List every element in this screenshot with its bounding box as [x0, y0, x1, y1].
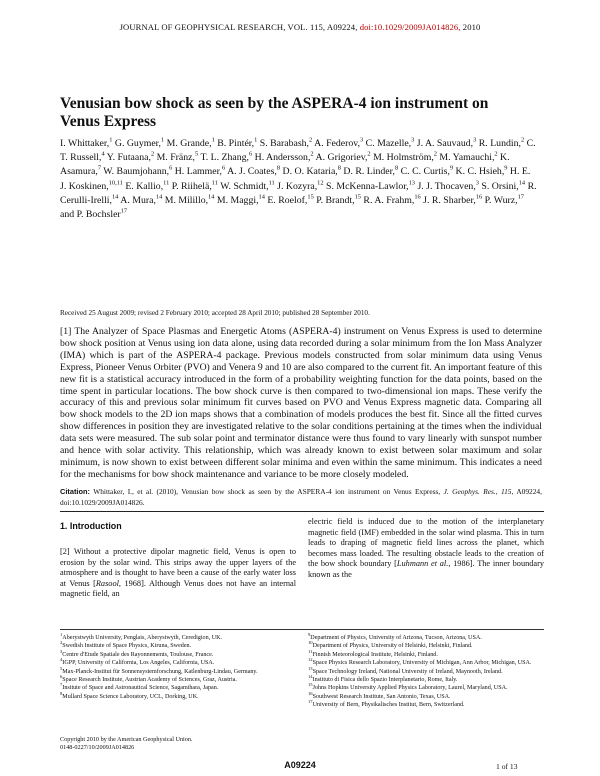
affiliation-ref: 2	[494, 150, 498, 158]
page-number: 1 of 13	[496, 762, 518, 771]
affiliation-ref: 17	[517, 193, 524, 201]
affiliation-footnote	[60, 676, 296, 684]
author-name: C. C. Curtis,	[398, 166, 450, 178]
affiliation-footnote	[308, 659, 544, 667]
article-id: A09224	[284, 760, 316, 770]
footnote-text: Mullard Space Science Laboratory, UCL, Dorking, UK.	[62, 693, 199, 700]
paragraph-marker: [1]	[60, 326, 72, 337]
author-name: R. Lundin,	[476, 138, 521, 149]
affiliation-ref: 8	[337, 165, 341, 173]
citation-label: Citation:	[60, 487, 90, 496]
affiliation-ref: 11	[163, 179, 170, 187]
footnote-text: Space Technology Ireland, National University of Ireland, Maynooth, Ireland.	[312, 668, 503, 675]
author-name: P. Riihelä,	[169, 180, 212, 192]
author-name: M. Grande,	[164, 138, 212, 149]
copyright	[60, 736, 193, 753]
author-name: S. Orsini,	[478, 180, 519, 192]
intro-column-left	[60, 547, 296, 600]
reference-link[interactable]: Rasool	[95, 578, 119, 588]
footnote-number: 8	[60, 690, 63, 696]
affiliation-ref: 3	[360, 136, 364, 144]
paragraph-marker: [2]	[60, 547, 70, 556]
author-name: T. L. Zhang,	[198, 152, 249, 164]
author-name: R. A. Frahm,	[360, 194, 415, 206]
author-name: A. Mura,	[118, 194, 156, 206]
footnote-number: 10	[308, 640, 313, 646]
author-name: H. Andersson,	[252, 152, 311, 164]
affiliation-ref: 14	[258, 193, 265, 201]
affiliation-footnote	[308, 642, 544, 650]
citation	[60, 486, 542, 508]
abstract-text: The Analyzer of Space Plasmas and Energetic Atoms (ASPERA-4) instrument on Venus Express is used to determine bow shock position at Venus using ion data alone, using data recorded during a solar minimum from the Ion Mass Analyzer (IMA) which is part of the ASPERA-4 package. Previous models constructed from solar minimum data using Venus Express, Pioneer Venus Orbiter (PVO) and Venera 9 and 10 are also compared to the current fit. An important feature of this new fit is a statistical accuracy introduced in the form of a probability weighting function for the data points, based on the time spent in particular locations. The bow shock curve is then compared to two-dimensional ion maps. These verify the accuracy of this and previous solar minimum fit curves based on PVO and Venus Express magnetic data. Comparing all bow shock models to the 2D ion maps shows that a combination of models produces the best fit. Since all the fitted curves show differences in position they are investigated relative to the solar conditions pertaining at the times when the individual data sets were measured. The sub solar point and terminator distance were thus found to vary linearly with sunspot number and hence with solar activity. This relationship, which was already known to exist between solar maximum and solar minimum, is now shown to exist between different solar minima and even within the same minimum. This indicates a need for the mechanisms for bow shock maintenance and variance to be more closely modeled.	[60, 326, 542, 480]
publication-dates: Received 25 August 2009; revised 2 February 2010; accepted 28 April 2010; published 28 September 2010.	[60, 309, 370, 317]
affiliation-ref: 1	[254, 136, 258, 144]
affiliation-ref: 1	[211, 136, 215, 144]
affiliation-ref: 8	[394, 165, 399, 173]
affiliation-ref: 14	[155, 193, 163, 201]
footnote-text: Aberystwyth University, Penglais, Aberystwyth, Ceredigion, UK.	[62, 635, 223, 641]
affiliation-ref: 2	[150, 150, 155, 158]
footnote-text: Swedish Institute of Space Physics, Kiruna, Sweden.	[62, 643, 192, 650]
journal-header	[0, 22, 600, 32]
author-name: D. O. Kataria,	[280, 166, 338, 178]
affiliations-right	[308, 631, 544, 710]
affiliation-ref: 2	[367, 150, 371, 158]
citation-doi: A09224, doi:10.1029/2009JA014826.	[60, 487, 542, 507]
author-name: C. T. Russell,	[60, 138, 536, 164]
affiliation-ref: 17	[120, 207, 128, 215]
affiliation-ref: 1	[161, 136, 165, 144]
footnote-number: 12	[308, 657, 313, 663]
footnote-text: Southwest Research Institute, San Antonio, Texas, USA.	[312, 693, 451, 700]
affiliation-ref: 15	[307, 193, 314, 201]
affiliations-left	[60, 631, 296, 701]
reference-link[interactable]: Luhmann et al.	[396, 559, 449, 569]
footnote-number: 17	[308, 699, 313, 705]
affiliation-footnote	[60, 684, 296, 692]
footnote-text: Space Physics Research Laboratory, University of Michigan, Ann Arbor, Michigan, USA.	[312, 660, 532, 667]
affiliation-ref: 6	[221, 165, 226, 173]
copyright-line: Copyright 2010 by the American Geophysical Union.	[60, 736, 193, 743]
affiliation-footnote	[60, 648, 296, 659]
affiliation-ref: 12	[317, 179, 324, 187]
author-name: W. Baumjohann,	[101, 166, 170, 178]
affiliation-ref: 14	[111, 193, 119, 201]
footnote-text: Max-Planck-Institut für Sonnensystemforschung, Katlenburg-Lindau, Germany.	[62, 668, 258, 675]
footnote-number: 14	[308, 674, 313, 679]
footnote-text: Johns Hopkins University Applied Physics Laboratory, Laurel, Maryland, USA.	[312, 685, 508, 692]
author-name: A. J. Coates,	[225, 166, 277, 178]
footnote-number: 13	[308, 665, 313, 671]
author-name: A. Grigoriev,	[313, 152, 368, 164]
footnote-number: 6	[60, 674, 63, 679]
affiliation-footnote	[60, 690, 296, 701]
author-name: S. Barabash,	[257, 138, 310, 149]
affiliation-ref: 6	[248, 150, 253, 158]
footnote-number: 16	[308, 690, 313, 696]
footnote-text: Instituto di Fisica dello Spazio Interplanetario, Rome, Italy.	[312, 677, 458, 684]
affiliation-ref: 2	[309, 136, 313, 144]
footnote-text: Space Research Institute, Austrian Academy of Sciences, Graz, Austria.	[62, 677, 237, 684]
affiliation-ref: 7	[97, 165, 102, 173]
affiliation-ref: 14	[518, 179, 526, 187]
affiliation-ref: 13	[408, 179, 415, 187]
footnote-number: 11	[308, 648, 313, 654]
footnote-number: 9	[308, 631, 311, 637]
author-name: S. McKenna-Lawlor,	[323, 180, 409, 192]
intro-text: , 1968]. Although Venus does not have an internal magnetic field, an	[60, 578, 296, 599]
author-name: R. Cerulli-Irelli,	[60, 180, 537, 206]
footnote-number: 15	[308, 682, 313, 688]
footnote-text: IGPP, University of California, Los Angeles, California, USA.	[62, 660, 215, 667]
doi-link[interactable]: doi:10.1029/2009JA014826,	[359, 22, 461, 32]
intro-column-right	[308, 517, 544, 581]
affiliation-footnote	[308, 648, 544, 659]
author-name: M. Holmström,	[370, 152, 434, 164]
affiliation-ref: 9	[504, 165, 508, 173]
affiliation-ref: 14	[208, 193, 215, 201]
author-name: Y. Futaana,	[104, 152, 151, 164]
issn-line: 0148-0227/10/2009JA014826	[60, 744, 135, 752]
author-name: J. Kozyra,	[274, 180, 318, 192]
footnote-text: Department of Physics, University of Arizona, Tucson, Arizona, USA.	[310, 635, 482, 641]
footnote-number: 2	[60, 640, 63, 646]
author-name: M. Maggi,	[214, 194, 259, 206]
citation-journal: J. Geophys. Res., 115,	[443, 487, 514, 496]
intro-text: Without a protective dipolar magnetic field, Venus is open to erosion by the solar wind. This strips away the upper layers of the atmosphere and is thought to have been a cause of the early water loss at Venus [	[60, 547, 296, 588]
author-name: K. Asamura,	[60, 152, 510, 178]
affiliation-ref: 9	[449, 165, 454, 173]
affiliation-footnote	[308, 690, 544, 701]
affiliation-footnote	[308, 665, 544, 676]
author-name: D. R. Linder,	[340, 166, 395, 178]
affiliation-ref: 6	[169, 165, 173, 173]
footnote-number: 7	[60, 682, 63, 688]
journal-year: 2010	[462, 22, 481, 32]
author-name: M. Yamauchi,	[436, 152, 495, 164]
affiliation-ref: 3	[411, 136, 415, 144]
affiliation-ref: 16	[414, 193, 421, 201]
affiliation-ref: 3	[473, 136, 477, 144]
author-name: H. E. J. Koskinen,	[60, 166, 531, 192]
author-name: C. Mazelle,	[363, 138, 412, 149]
footnote-divider	[60, 629, 544, 630]
author-name: J. A. Sauvaud,	[414, 138, 474, 149]
affiliation-ref: 4	[101, 150, 105, 158]
affiliation-ref: 2	[310, 150, 314, 158]
affiliation-ref: 2	[520, 136, 525, 144]
affiliation-ref: 5	[194, 150, 199, 158]
intro-text: electric field is induced due to the motion of the interplanetary magnetic field (IMF) embedded in the solar wind plasma. This in turn leads to draping of magnetic field lines across the planet, which becomes mass loaded. The resulting obstacle leads to the creation of the bow shock boundary [	[308, 517, 544, 569]
affiliation-ref: 2	[433, 150, 437, 158]
author-name: P. Brandt,	[313, 194, 355, 206]
author-name: G. Guymer,	[112, 138, 162, 149]
author-name: W. Schmidt,	[217, 180, 269, 192]
author-name: M. Milillo,	[162, 194, 209, 206]
footnote-number: 1	[60, 631, 63, 637]
author-name: E. Kallio,	[122, 180, 164, 192]
footnote-text: University of Bern, Physikalisches Institut, Bern, Switzerland.	[312, 702, 465, 709]
affiliation-ref: 11	[211, 179, 218, 187]
affiliation-ref: 3	[475, 179, 479, 187]
divider	[60, 511, 544, 512]
footnote-text: Finnish Meteorological Institute, Helsinki, Finland.	[312, 651, 438, 658]
footnote-number: 3	[60, 648, 63, 654]
footnote-text: Department of Physics, University of Helsinki, Helsinki, Finland.	[312, 643, 473, 650]
affiliation-footnote	[60, 659, 296, 667]
affiliation-footnote	[308, 676, 544, 684]
affiliation-footnote	[60, 631, 296, 642]
author-name: B. Pintér,	[214, 138, 255, 149]
journal-name: JOURNAL OF GEOPHYSICAL RESEARCH, VOL. 115, A09224,	[119, 22, 358, 32]
affiliation-ref: 16	[475, 193, 483, 201]
affiliation-ref: 10,11	[108, 179, 123, 187]
affiliation-ref: 1	[109, 136, 113, 144]
footnote-number: 4	[60, 657, 63, 663]
author-name: A. Federov,	[312, 138, 361, 149]
paper-title: Venusian bow shock as seen by the ASPERA-4 ion instrument on Venus Express	[60, 95, 489, 130]
author-list	[60, 137, 538, 222]
affiliation-footnote	[60, 665, 296, 676]
affiliation-ref: 15	[354, 193, 361, 201]
abstract	[60, 326, 542, 481]
affiliation-footnote	[308, 631, 544, 642]
footnote-text: Insitute of Space and Astronautical Science, Sagamihara, Japan.	[62, 685, 219, 692]
author-name: K. C. Hsieh,	[453, 166, 505, 178]
affiliation-footnote	[60, 642, 296, 650]
author-name: I. Whittaker,	[60, 138, 110, 149]
footnote-text: Centre d'Etude Spatiale des Rayonnements, Toulouse, France.	[62, 651, 214, 658]
affiliation-ref: 11	[268, 179, 275, 187]
footnote-number: 5	[60, 665, 63, 671]
author-name: M. Fränz,	[154, 152, 195, 164]
author-name: H. Lammer,	[172, 166, 222, 178]
affiliation-footnote	[308, 684, 544, 692]
affiliation-ref: 8	[276, 165, 281, 173]
author-name: E. Roelof,	[264, 194, 308, 206]
affiliation-footnote	[308, 701, 544, 709]
citation-text: Whittaker, I., et al. (2010), Venusian bow shock as seen by the ASPERA-4 ion instrument on Venus Express,	[93, 487, 441, 496]
author-name: and P. Bochsler	[60, 209, 121, 221]
author-name: P. Wurz,	[482, 194, 518, 206]
author-name: J. J. Thocaven,	[415, 180, 476, 192]
section-heading: 1. Introduction	[60, 521, 122, 531]
intro-text: , 1986]. The inner boundary known as the	[308, 559, 544, 579]
author-name: J. R. Sharber,	[420, 194, 476, 206]
